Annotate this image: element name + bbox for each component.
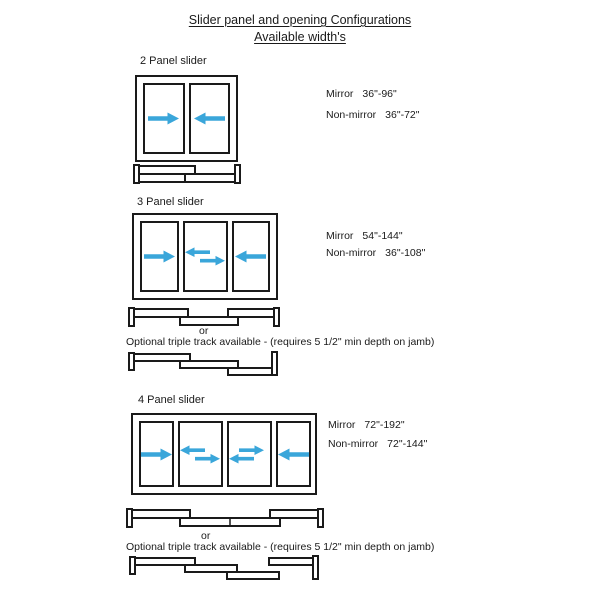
slide-arrow-left-icon — [278, 448, 309, 461]
slide-arrow-right-icon — [141, 448, 172, 461]
spec-range: 72"-144" — [387, 438, 428, 450]
double-track-diagram — [128, 307, 280, 327]
slide-arrow-left-icon — [235, 250, 266, 263]
spec-range: 36"-96" — [362, 88, 397, 100]
width-specs-2-panel — [326, 84, 419, 126]
slider-panel — [227, 421, 272, 487]
triple-track-note: Optional triple track available - (requires 5 1/2" min depth on jamb) — [126, 541, 435, 553]
slider-panel — [183, 221, 228, 292]
section-label-2-panel: 2 Panel slider — [140, 55, 207, 67]
section-label-4-panel: 4 Panel slider — [138, 394, 205, 406]
three-panel-slider-frame — [132, 213, 278, 300]
non-mirror-spec — [328, 435, 427, 454]
slide-arrows-left-right-icon — [185, 247, 226, 266]
section-label-3-panel: 3 Panel slider — [137, 196, 204, 208]
slider-panel — [178, 421, 223, 487]
spec-name: Mirror — [326, 88, 354, 100]
two-panel-slider-frame — [135, 75, 238, 162]
slider-panel — [232, 221, 271, 292]
mirror-spec — [328, 416, 427, 435]
double-track-diagram — [126, 508, 324, 528]
spec-name: Non-mirror — [326, 247, 377, 259]
triple-track-diagram — [129, 555, 319, 581]
slide-arrow-left-icon — [194, 112, 225, 125]
or-label: or — [201, 530, 211, 542]
double-track-diagram — [133, 164, 241, 184]
slide-arrows-left-right-icon — [180, 445, 221, 464]
spec-range: 36"-108" — [385, 247, 426, 259]
spec-range: 72"-192" — [364, 419, 405, 431]
spec-name: Mirror — [328, 419, 356, 431]
slider-panel — [139, 421, 174, 487]
or-label: or — [199, 325, 209, 337]
slider-panel — [143, 83, 185, 154]
four-panel-slider-frame — [131, 413, 317, 495]
width-specs-4-panel — [328, 416, 427, 454]
spec-name: Non-mirror — [326, 109, 377, 121]
page-title — [0, 12, 600, 46]
spec-name: Non-mirror — [328, 438, 379, 450]
mirror-spec — [326, 84, 419, 105]
spec-name: Mirror — [326, 230, 354, 242]
slider-panel — [140, 221, 179, 292]
non-mirror-spec — [326, 245, 425, 262]
slider-panel — [276, 421, 311, 487]
slide-arrows-right-left-icon — [229, 445, 270, 464]
triple-track-diagram — [128, 351, 278, 377]
title-line-2: Available width's — [254, 30, 346, 44]
triple-track-note: Optional triple track available - (requires 5 1/2" min depth on jamb) — [126, 336, 435, 348]
slide-arrow-right-icon — [148, 112, 179, 125]
spec-range: 36"-72" — [385, 109, 420, 121]
non-mirror-spec — [326, 105, 419, 126]
slide-arrow-right-icon — [144, 250, 175, 263]
width-specs-3-panel — [326, 228, 425, 262]
spec-range: 54"-144" — [362, 230, 403, 242]
slider-panel — [189, 83, 231, 154]
title-line-1: Slider panel and opening Configurations — [188, 13, 412, 27]
mirror-spec — [326, 228, 425, 245]
